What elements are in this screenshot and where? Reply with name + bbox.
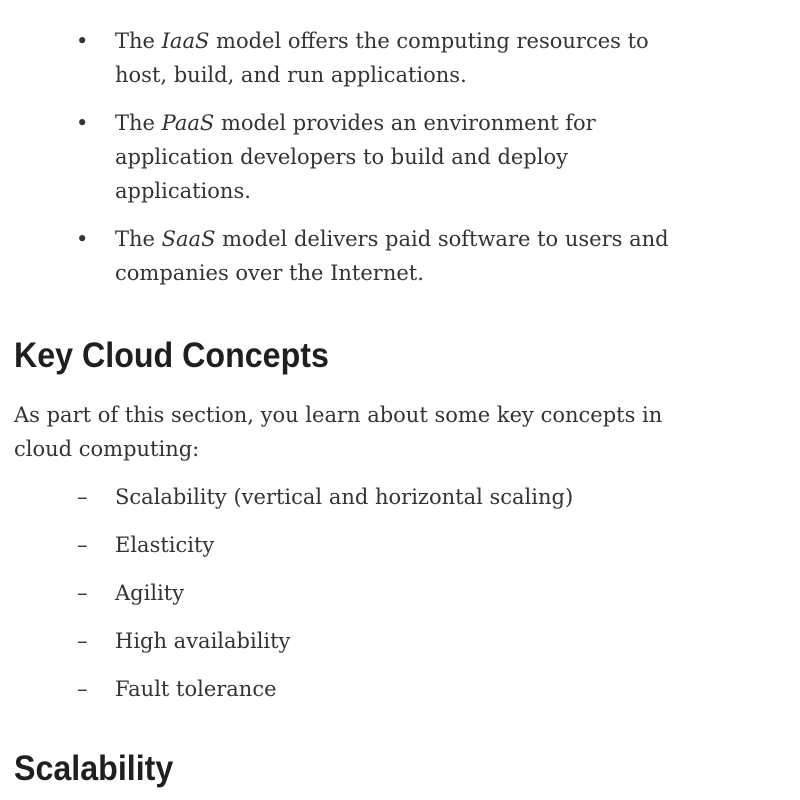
section-intro: As part of this section, you learn about some key concepts in cloud computing: [14, 403, 663, 461]
dash-icon: – [77, 485, 88, 509]
bullet-icon: • [76, 227, 89, 251]
term-saas: SaaS [161, 227, 216, 251]
list-item: • The IaaS model offers the computing resources to host, build, and run applications. [0, 24, 695, 92]
list-item: – Scalability (vertical and horizontal scaling) [0, 480, 800, 514]
service-models-list [0, 24, 800, 304]
list-item: – Agility [0, 576, 800, 610]
list-item: – Elasticity [0, 528, 800, 562]
dash-icon: – [77, 533, 88, 557]
dash-icon: – [77, 677, 88, 701]
section-heading-scalability: Scalability [14, 749, 174, 788]
dash-icon: – [77, 629, 88, 653]
list-item: – High availability [0, 624, 800, 658]
list-item: – Fault tolerance [0, 672, 800, 706]
section-heading-key-cloud-concepts: Key Cloud Concepts [14, 336, 329, 375]
bullet-icon: • [76, 29, 89, 53]
key-concepts-list [0, 480, 800, 720]
bullet-icon: • [76, 111, 89, 135]
list-item: • The SaaS model delivers paid software to users and companies over the Internet. [0, 222, 695, 290]
term-paas: PaaS [161, 111, 215, 135]
list-item: • The PaaS model provides an environment for application developers to build and deploy applications. [0, 106, 695, 208]
dash-icon: – [77, 581, 88, 605]
term-iaas: IaaS [161, 29, 210, 53]
